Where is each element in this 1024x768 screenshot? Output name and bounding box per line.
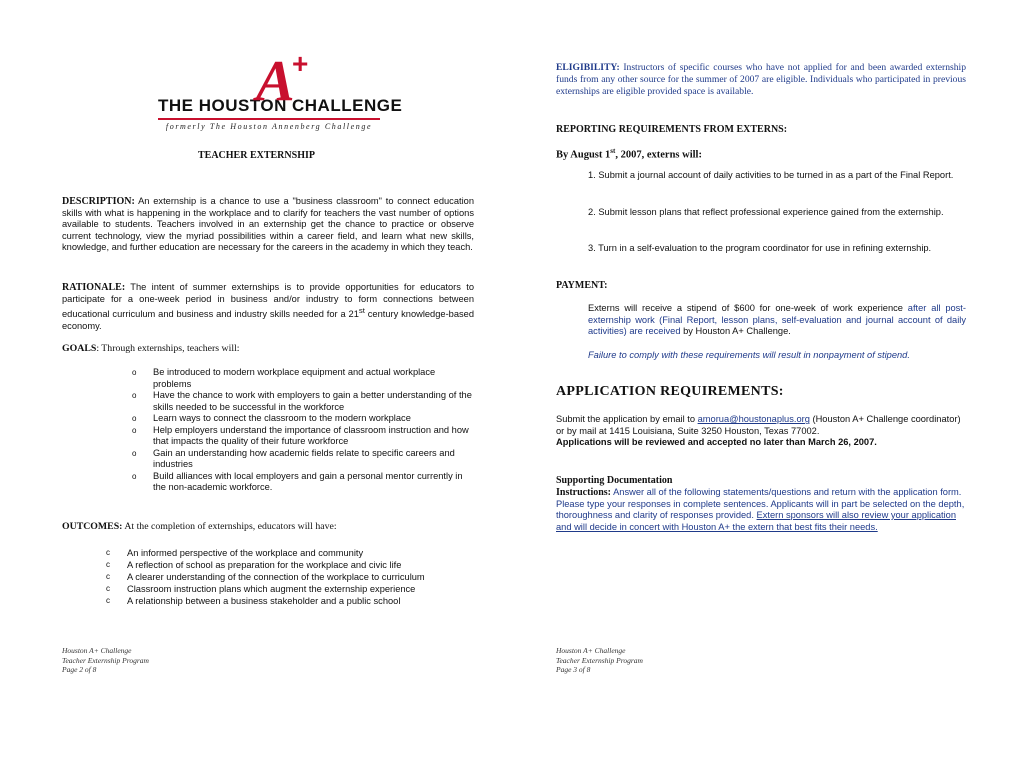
footer-org: Houston A+ Challenge (556, 646, 626, 655)
outcomes-list (106, 547, 476, 607)
outcomes-list-item: c A clearer understanding of the connection of the workplace to curriculum (106, 572, 425, 582)
rationale-label: RATIONALE: (62, 282, 126, 293)
payment-heading: PAYMENT: (556, 280, 608, 291)
footer-page-number: Page 3 of 8 (556, 665, 591, 674)
payment-warning: Failure to comply with these requirements will result in nonpayment of stipend. (588, 350, 910, 360)
rationale-superscript: st (358, 306, 365, 315)
payment-paragraph: Externs will receive a stipend of $600 for one-week of work experience after all post-externship work (Final Report, lesson plans, self-evaluation and journal account of daily activities) are received by Houston A+ Challenge. (588, 303, 966, 336)
description-label: DESCRIPTION: (62, 196, 135, 207)
goals-intro: : Through externships, teachers will: (96, 343, 240, 354)
outcomes-intro: At the completion of externships, educators will have: (122, 521, 337, 532)
by-august-heading: By August 1st, 2007, externs will: (556, 147, 702, 161)
by-august-superscript: st (610, 147, 616, 155)
rationale-text: The intent of summer externships is to provide opportunities for educators to participate for a one-week period in business and/or industry to form connections between educational curriculum and business and industry skills needed for a 21 (62, 282, 474, 320)
logo-formerly-text: formerly The Houston Annenberg Challenge (165, 122, 373, 131)
right-page-footer (556, 646, 643, 675)
reporting-item: 1. Submit a journal account of daily activities to be turned in as a part of the Final Report. (588, 170, 954, 180)
houston-a-plus-logo (150, 48, 403, 142)
footer-program: Teacher Externship Program (556, 655, 643, 665)
outcomes-list-item: c Classroom instruction plans which augment the externship experience (106, 584, 416, 594)
footer-org: Houston A+ Challenge (62, 646, 132, 655)
right-page (512, 0, 1024, 768)
bullet-icon: o (132, 368, 137, 377)
payment-condition: after all post-externship work (Final Report, lesson plans, self-evaluation and journal account of daily activities) are received (588, 303, 966, 336)
goals-list-item: o Be introduced to modern workplace equipment and actual workplace problems (132, 367, 436, 389)
description-paragraph (62, 196, 474, 254)
bullet-icon: c (106, 560, 110, 569)
supporting-instructions: Instructions: Answer all of the following statements/questions and return with the application form. Please type your responses in complete sentences. Applicants will in part be selected on the depth, thoroughness and clarity of responses provided. Extern sponsors will also review your application and will decide in concert with Houston A+ the extern that best fits their needs. (556, 487, 965, 532)
logo-underline (158, 118, 380, 120)
outcomes-list-item: c A reflection of school as preparation for the workplace and civic life (106, 560, 402, 570)
outcomes-label: OUTCOMES: (62, 521, 123, 532)
instructions-label: Instructions: (556, 487, 612, 498)
eligibility-text: Instructors of specific courses who have not applied for and been awarded externship funds from any other source for the summer of 2007 are eligible. Individuals who participated in previous externships are eligible provided space is available. (556, 62, 966, 97)
logo-the-houston-text: THE HOUSTON (158, 96, 287, 115)
eligibility-paragraph (556, 62, 966, 98)
bullet-icon: o (132, 391, 137, 400)
document-title: TEACHER EXTERNSHIP (198, 150, 315, 161)
supporting-documentation-heading: Supporting Documentation (556, 475, 673, 486)
goals-list-item: o Build alliances with local employers and gain a personal mentor currently in the non-academic workforce. (132, 470, 463, 492)
logo-plus-mark: + (292, 48, 309, 79)
bullet-icon: o (132, 448, 137, 458)
bullet-icon: c (106, 572, 110, 581)
logo-a-mark: A (256, 48, 295, 113)
description-text: An externship is a chance to use a "business classroom" to connect education skills with what is happening in the workplace and to clarify for teachers the vast number of options available to students. Teachers involved in an externship get the chance to practice or observe current technology, view the myriad possibilities within a career field, and learn what new skills, knowledge, and further education are necessary for the careers in the academy in which they teach. (62, 196, 474, 252)
bullet-icon: o (132, 425, 137, 435)
footer-program: Teacher Externship Program (62, 655, 149, 665)
application-deadline: Applications will be reviewed and accepted no later than March 26, 2007. (556, 437, 877, 447)
reporting-item: 3. Turn in a self-evaluation to the program coordinator for use in refining externship. (588, 243, 932, 253)
email-link[interactable]: amorua@houstonaplus.org (697, 414, 810, 424)
bullet-icon: o (132, 471, 137, 481)
goals-heading (62, 343, 240, 354)
goals-list-item: o Help employers understand the importance of classroom instruction and how that impacts the quality of their future workforce (132, 424, 469, 446)
outcomes-list-item: c A relationship between a business stakeholder and a public school (106, 596, 401, 606)
bullet-icon: c (106, 596, 110, 605)
footer-page-number: Page 2 of 8 (62, 665, 97, 674)
bullet-icon: c (106, 584, 110, 593)
reporting-item: 2. Submit lesson plans that reflect professional experience gained from the externship. (588, 207, 944, 217)
goals-list-item: o Gain an understanding how academic fields relate to specific careers and industries (132, 447, 455, 469)
goals-list-item: o Learn ways to connect the classroom to the modern workplace (132, 413, 411, 423)
left-page-footer (62, 646, 149, 675)
outcomes-heading (62, 521, 337, 532)
sponsor-review-note: Extern sponsors will also review your application and will decide in concert with Houston A+ the extern that best fits their needs. (556, 510, 956, 532)
application-paragraph: Submit the application by email to amorua@houstonaplus.org (Houston A+ Challenge coordinator) or by mail at 1415 Louisiana, Suite 3250 Houston, Texas 77002. Applications will be reviewed and accepted no later than March 26, 2007. (556, 414, 961, 447)
goals-label: GOALS (62, 343, 97, 354)
application-requirements-heading: APPLICATION REQUIREMENTS: (556, 384, 784, 399)
eligibility-label: ELIGIBILITY: (556, 62, 620, 73)
outcomes-list-item: c An informed perspective of the workplace and community (106, 548, 364, 558)
rationale-text-end: century knowledge-based economy. (62, 309, 474, 331)
goals-list-item: o Have the chance to work with employers to gain a better understanding of the skills needed to be successful in the workforce (132, 390, 472, 412)
logo-challenge-text: CHALLENGE (292, 96, 403, 115)
rationale-paragraph (62, 282, 474, 332)
bullet-icon: o (132, 414, 137, 423)
reporting-requirements-heading: REPORTING REQUIREMENTS FROM EXTERNS: (556, 124, 788, 135)
goals-list (132, 367, 472, 494)
bullet-icon: c (106, 548, 110, 557)
